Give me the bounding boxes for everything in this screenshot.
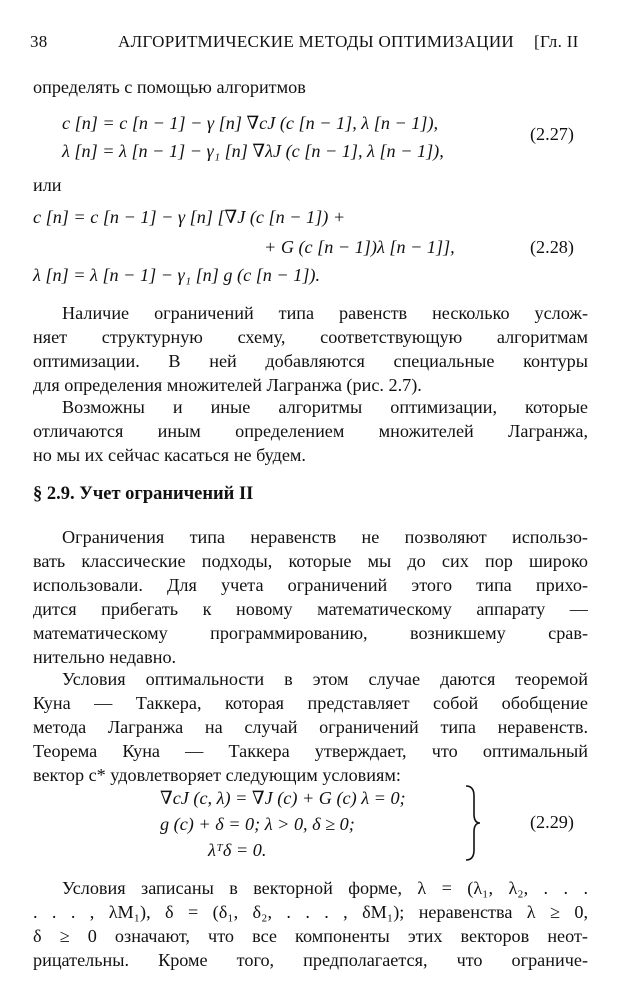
- section-heading: § 2.9. Учет ограничений II: [33, 484, 254, 504]
- para3-line-5: математическому программированию, возникшему срав-: [33, 623, 588, 643]
- para3-line-2: вать классические подходы, которые мы до сих пор широко: [33, 551, 588, 571]
- para4-line-2: Куна — Таккера, которая представляет собой обобщение: [33, 693, 588, 713]
- right-brace-icon: [462, 784, 482, 862]
- para2-line-1: Возможны и иные алгоритмы оптимизации, которые: [62, 397, 588, 417]
- equation-2-29-line-3: λᵀδ = 0.: [208, 840, 267, 860]
- equation-2-27-line-1: c [n] = c [n − 1] − γ [n] ∇cJ (c [n − 1], λ [n − 1]),: [62, 113, 439, 133]
- para4-line-4: Теорема Куна — Таккера утверждает, что оптимальный: [33, 741, 588, 761]
- para5-line-2: . . . , λM₁), δ = (δ₁, δ₂, . . . , δM₁); неравенства λ ≥ 0,: [33, 902, 588, 922]
- equation-2-28-line-3: λ [n] = λ [n − 1] − γ₁ [n] g (c [n − 1]).: [33, 265, 321, 285]
- equation-2-29-line-1: ∇cJ (c, λ) = ∇J (c) + G (c) λ = 0;: [160, 788, 406, 808]
- para2-line-2: отличаются иным определением множителей Лагранжа,: [33, 421, 588, 441]
- equation-2-29-line-2: g (c) + δ = 0; λ > 0, δ ≥ 0;: [160, 814, 355, 834]
- para4-line-1: Условия оптимальности в этом случае даются теоремой: [62, 669, 588, 689]
- equation-2-27-line-2: λ [n] = λ [n − 1] − γ₁ [n] ∇λJ (c [n − 1], λ [n − 1]),: [62, 141, 444, 161]
- para3-line-6: нительно недавно.: [33, 647, 177, 667]
- chapter-label: [Гл. II: [534, 32, 579, 51]
- para3-line-1: Ограничения типа неравенств не позволяют использо-: [62, 527, 588, 547]
- para3-line-4: дится прибегать к новому математическому аппарату —: [33, 599, 588, 619]
- page-number: 38: [30, 32, 48, 51]
- para5-line-1: Условия записаны в векторной форме, λ = (λ₁, λ₂, . . .: [62, 878, 588, 898]
- para1-line-1: Наличие ограничений типа равенств несколько услож-: [62, 303, 588, 323]
- para5-line-3: δ ≥ 0 означают, что все компоненты этих векторов неот-: [33, 926, 588, 946]
- running-title: АЛГОРИТМИЧЕСКИЕ МЕТОДЫ ОПТИМИЗАЦИИ: [118, 32, 514, 51]
- para5-line-4: рицательны. Кроме того, предполагается, что ограниче-: [33, 950, 588, 970]
- para4-line-3: метода Лагранжа на случай ограничений типа неравенств.: [33, 717, 588, 737]
- para1-line-2: няет структурную схему, соответствующую алгоритмам: [33, 327, 588, 347]
- equation-number-2-29: (2.29): [530, 812, 574, 832]
- equation-number-2-27: (2.27): [530, 124, 574, 144]
- equation-number-2-28: (2.28): [530, 237, 574, 257]
- para1-line-4: для определения множителей Лагранжа (рис. 2.7).: [33, 375, 422, 395]
- para4-line-5: вектор c* удовлетворяет следующим условиям:: [33, 765, 401, 785]
- or-word: или: [33, 175, 62, 195]
- intro-line: определять с помощью алгоритмов: [33, 77, 306, 97]
- equation-2-28-line-1: c [n] = c [n − 1] − γ [n] [∇J (c [n − 1]) +: [33, 207, 346, 227]
- equation-2-28-line-2: + G (c [n − 1])λ [n − 1]],: [264, 237, 455, 257]
- para3-line-3: использовали. Для учета ограничений этого типа прихо-: [33, 575, 588, 595]
- para2-line-3: но мы их сейчас касаться не будем.: [33, 445, 306, 465]
- para1-line-3: оптимизации. В ней добавляются специальные контуры: [33, 351, 588, 371]
